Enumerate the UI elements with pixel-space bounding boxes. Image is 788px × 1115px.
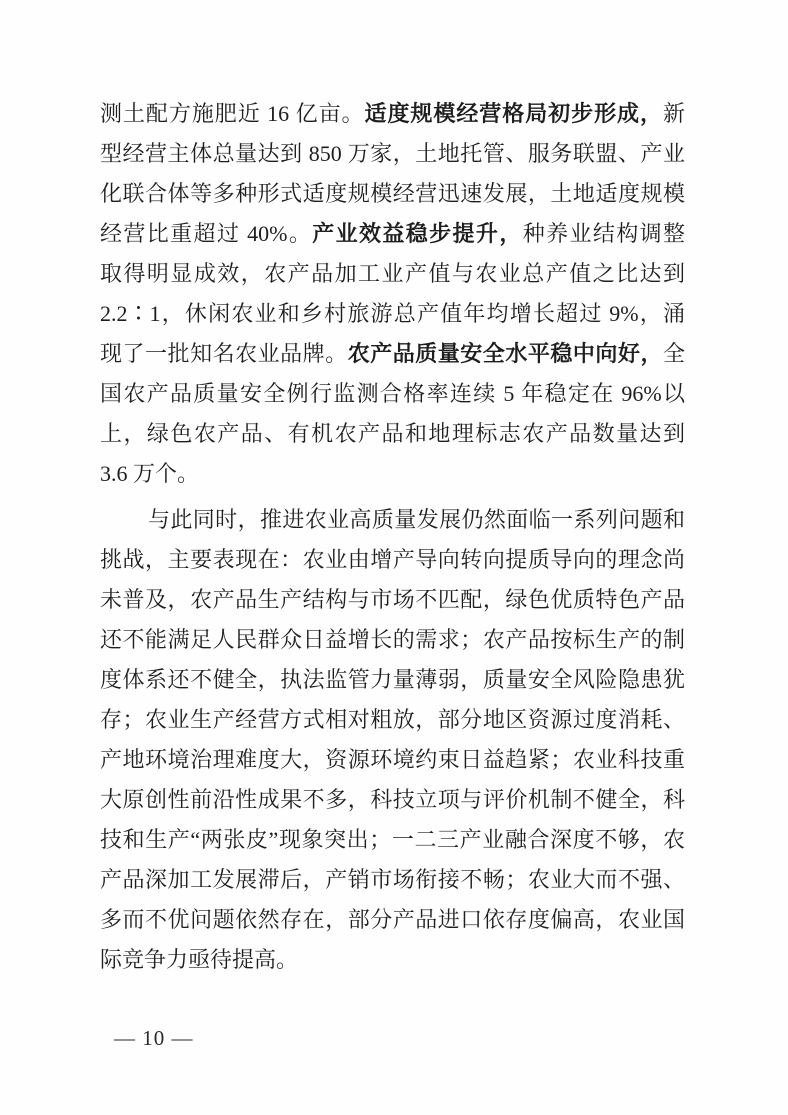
- text-line: [100, 294, 685, 334]
- body-text: 与此同时，推进农业高质量发展仍然面临一系列问题和: [148, 507, 685, 532]
- body-text: 度体系还不健全，执法监管力量薄弱，质量安全风险隐患犹: [100, 667, 685, 692]
- body-text: 还不能满足人民群众日益增长的需求；农产品按标生产的制: [100, 627, 685, 652]
- text-line: [100, 660, 685, 700]
- paragraph: [100, 94, 685, 494]
- text-line: [100, 820, 685, 860]
- body-text: 产地环境治理难度大，资源环境约束日益趋紧；农业科技重: [100, 747, 685, 772]
- body-text: 国农产品质量安全例行监测合格率连续 5 年稳定在 96%以: [100, 381, 685, 406]
- page-number-label: — 10 —: [114, 1026, 194, 1050]
- text-line: [100, 860, 685, 900]
- body-text: 种养业结构调整: [522, 221, 685, 246]
- body-text: 取得明显成效，农产品加工业产值与农业总产值之比达到: [100, 261, 685, 286]
- body-text: 存；农业生产经营方式相对粗放，部分地区资源过度消耗、: [100, 707, 685, 732]
- body-text: 现了一批知名农业品牌。: [100, 341, 348, 366]
- body-text: 经营比重超过 40%。: [100, 221, 313, 246]
- text-line: [100, 940, 685, 980]
- document-body: [100, 94, 685, 980]
- body-text: 大原创性前沿性成果不多，科技立项与评价机制不健全，科: [100, 787, 685, 812]
- text-line: [100, 900, 685, 940]
- body-text: 2.2∶1，休闲农业和乡村旅游总产值年均增长超过 9%，涌: [100, 301, 685, 326]
- text-line: [100, 780, 685, 820]
- text-line: [100, 374, 685, 414]
- body-text: 测土配方施肥近 16 亿亩。: [100, 101, 365, 126]
- text-line: [100, 94, 685, 134]
- paragraph: [100, 500, 685, 980]
- body-text: 型经营主体总量达到 850 万家，土地托管、服务联盟、产业: [100, 141, 685, 166]
- text-line: [100, 620, 685, 660]
- body-text: 技和生产“两张皮”现象突出；一二三产业融合深度不够，农: [100, 827, 685, 852]
- text-line: [100, 174, 685, 214]
- body-text: 3.6 万个。: [100, 461, 200, 486]
- text-line: [100, 740, 685, 780]
- page-number: [114, 1025, 194, 1051]
- emphasis-text: 产业效益稳步提升，: [312, 221, 523, 246]
- text-line: [100, 540, 685, 580]
- body-text: 未普及，农产品生产结构与市场不匹配，绿色优质特色产品: [100, 587, 685, 612]
- text-line: [100, 134, 685, 174]
- body-text: 挑战，主要表现在：农业由增产导向转向提质导向的理念尚: [100, 547, 685, 572]
- body-text: 全: [662, 341, 685, 366]
- text-line: [100, 254, 685, 294]
- text-line: [100, 500, 685, 540]
- text-line: [100, 214, 685, 254]
- body-text: 化联合体等多种形式适度规模经营迅速发展，土地适度规模: [100, 181, 685, 206]
- body-text: 新: [662, 101, 685, 126]
- text-line: [100, 454, 685, 494]
- text-line: [100, 334, 685, 374]
- body-text: 际竞争力亟待提高。: [100, 947, 299, 972]
- body-text: 产品深加工发展滞后，产销市场衔接不畅；农业大而不强、: [100, 867, 685, 892]
- text-line: [100, 414, 685, 454]
- text-line: [100, 700, 685, 740]
- body-text: 上，绿色农产品、有机农产品和地理标志农产品数量达到: [100, 421, 685, 446]
- emphasis-text: 适度规模经营格局初步形成，: [364, 101, 663, 126]
- emphasis-text: 农产品质量安全水平稳中向好，: [347, 341, 663, 366]
- body-text: 多而不优问题依然存在，部分产品进口依存度偏高，农业国: [100, 907, 685, 932]
- text-line: [100, 580, 685, 620]
